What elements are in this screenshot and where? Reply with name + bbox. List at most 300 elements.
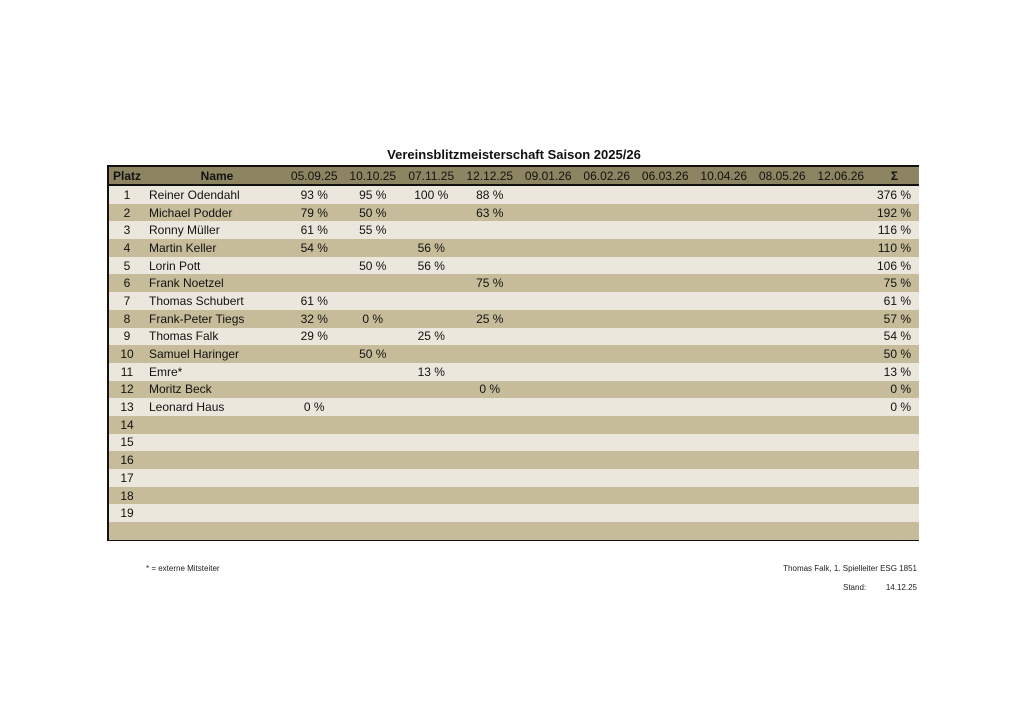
header-date: 07.11.25 bbox=[402, 167, 461, 185]
header-date: 09.01.26 bbox=[519, 167, 578, 185]
score-cell bbox=[695, 274, 754, 292]
score-cell bbox=[695, 185, 754, 204]
score-cell bbox=[402, 434, 461, 452]
score-cell bbox=[753, 257, 812, 275]
score-cell bbox=[636, 185, 695, 204]
rank-cell: 3 bbox=[109, 221, 145, 239]
player-name-cell: Martin Keller bbox=[145, 239, 285, 257]
score-cell bbox=[461, 487, 520, 505]
score-cell bbox=[812, 487, 871, 505]
score-cell bbox=[636, 239, 695, 257]
score-cell bbox=[636, 487, 695, 505]
score-cell: 13 % bbox=[402, 363, 461, 381]
score-cell bbox=[402, 522, 461, 540]
score-cell bbox=[812, 204, 871, 222]
score-cell bbox=[285, 416, 344, 434]
score-cell bbox=[753, 522, 812, 540]
score-cell bbox=[695, 345, 754, 363]
score-cell bbox=[519, 381, 578, 399]
rank-cell: 13 bbox=[109, 398, 145, 416]
score-cell bbox=[695, 239, 754, 257]
table-row bbox=[109, 274, 919, 292]
player-name-cell: Frank Noetzel bbox=[145, 274, 285, 292]
score-cell bbox=[285, 345, 344, 363]
score-cell bbox=[461, 292, 520, 310]
score-cell bbox=[695, 522, 754, 540]
total-cell bbox=[870, 469, 919, 487]
score-cell bbox=[578, 239, 637, 257]
score-cell bbox=[812, 434, 871, 452]
table-row bbox=[109, 310, 919, 328]
score-cell bbox=[578, 469, 637, 487]
player-name-cell: Moritz Beck bbox=[145, 381, 285, 399]
score-cell: 0 % bbox=[285, 398, 344, 416]
total-cell bbox=[870, 416, 919, 434]
score-cell bbox=[578, 416, 637, 434]
score-cell bbox=[812, 239, 871, 257]
score-cell bbox=[285, 469, 344, 487]
score-cell: 0 % bbox=[344, 310, 403, 328]
score-cell: 50 % bbox=[344, 204, 403, 222]
header-name: Name bbox=[145, 167, 285, 185]
score-cell bbox=[402, 451, 461, 469]
total-cell: 13 % bbox=[870, 363, 919, 381]
score-cell bbox=[636, 469, 695, 487]
total-cell: 192 % bbox=[870, 204, 919, 222]
table-row bbox=[109, 363, 919, 381]
score-cell bbox=[461, 239, 520, 257]
score-cell bbox=[344, 292, 403, 310]
total-cell: 75 % bbox=[870, 274, 919, 292]
header-date: 08.05.26 bbox=[753, 167, 812, 185]
score-cell bbox=[636, 522, 695, 540]
score-cell bbox=[402, 504, 461, 522]
score-cell bbox=[812, 469, 871, 487]
table-row bbox=[109, 328, 919, 346]
score-cell bbox=[519, 504, 578, 522]
score-cell bbox=[344, 469, 403, 487]
score-cell bbox=[578, 204, 637, 222]
score-cell bbox=[285, 504, 344, 522]
player-name-cell bbox=[145, 487, 285, 505]
score-cell bbox=[753, 274, 812, 292]
table-row bbox=[109, 398, 919, 416]
score-cell bbox=[753, 221, 812, 239]
score-cell: 95 % bbox=[344, 185, 403, 204]
player-name-cell: Samuel Haringer bbox=[145, 345, 285, 363]
score-cell bbox=[344, 451, 403, 469]
rank-cell: 4 bbox=[109, 239, 145, 257]
score-cell: 88 % bbox=[461, 185, 520, 204]
header-date: 05.09.25 bbox=[285, 167, 344, 185]
table-row bbox=[109, 381, 919, 399]
score-cell bbox=[285, 381, 344, 399]
table-row bbox=[109, 522, 919, 540]
table-row bbox=[109, 185, 919, 204]
score-cell bbox=[812, 185, 871, 204]
table-row bbox=[109, 416, 919, 434]
score-cell bbox=[344, 363, 403, 381]
total-cell bbox=[870, 434, 919, 452]
score-cell bbox=[519, 434, 578, 452]
total-cell: 110 % bbox=[870, 239, 919, 257]
score-cell: 25 % bbox=[461, 310, 520, 328]
score-cell bbox=[285, 274, 344, 292]
rank-cell: 19 bbox=[109, 504, 145, 522]
player-name-cell: Thomas Falk bbox=[145, 328, 285, 346]
score-cell bbox=[695, 328, 754, 346]
score-cell bbox=[753, 487, 812, 505]
table-row bbox=[109, 204, 919, 222]
score-cell bbox=[344, 328, 403, 346]
score-cell bbox=[461, 416, 520, 434]
stand-label: Stand: bbox=[843, 583, 867, 592]
score-cell bbox=[753, 434, 812, 452]
score-cell bbox=[519, 239, 578, 257]
score-cell bbox=[461, 522, 520, 540]
score-cell bbox=[578, 487, 637, 505]
score-cell bbox=[344, 487, 403, 505]
score-cell: 50 % bbox=[344, 257, 403, 275]
score-cell bbox=[519, 221, 578, 239]
player-name-cell bbox=[145, 434, 285, 452]
rank-cell bbox=[109, 522, 145, 540]
score-cell bbox=[578, 434, 637, 452]
score-cell bbox=[636, 381, 695, 399]
header-date: 06.02.26 bbox=[578, 167, 637, 185]
score-cell bbox=[812, 328, 871, 346]
total-cell: 376 % bbox=[870, 185, 919, 204]
score-cell bbox=[519, 451, 578, 469]
score-cell bbox=[344, 434, 403, 452]
score-cell bbox=[344, 239, 403, 257]
score-cell bbox=[753, 310, 812, 328]
score-cell: 29 % bbox=[285, 328, 344, 346]
player-name-cell bbox=[145, 416, 285, 434]
score-cell bbox=[519, 328, 578, 346]
score-cell bbox=[578, 381, 637, 399]
player-name-cell bbox=[145, 522, 285, 540]
score-cell bbox=[402, 221, 461, 239]
score-cell bbox=[402, 416, 461, 434]
score-cell bbox=[695, 257, 754, 275]
score-cell bbox=[578, 274, 637, 292]
score-cell bbox=[636, 274, 695, 292]
score-cell: 54 % bbox=[285, 239, 344, 257]
score-cell bbox=[578, 185, 637, 204]
rank-cell: 7 bbox=[109, 292, 145, 310]
player-name-cell bbox=[145, 469, 285, 487]
score-cell bbox=[695, 469, 754, 487]
score-cell bbox=[461, 328, 520, 346]
score-cell bbox=[285, 257, 344, 275]
score-cell bbox=[695, 292, 754, 310]
score-cell bbox=[461, 221, 520, 239]
score-cell bbox=[578, 328, 637, 346]
rank-cell: 18 bbox=[109, 487, 145, 505]
score-cell bbox=[695, 451, 754, 469]
table-row bbox=[109, 239, 919, 257]
score-cell: 61 % bbox=[285, 221, 344, 239]
player-name-cell: Lorin Pott bbox=[145, 257, 285, 275]
score-cell bbox=[636, 363, 695, 381]
score-cell bbox=[402, 381, 461, 399]
score-cell bbox=[753, 381, 812, 399]
page-title: Vereinsblitzmeisterschaft Saison 2025/26 bbox=[387, 147, 641, 162]
total-cell bbox=[870, 522, 919, 540]
table-row bbox=[109, 487, 919, 505]
score-cell bbox=[578, 345, 637, 363]
total-cell: 0 % bbox=[870, 398, 919, 416]
player-name-cell: Emre* bbox=[145, 363, 285, 381]
score-cell bbox=[753, 328, 812, 346]
total-cell: 50 % bbox=[870, 345, 919, 363]
score-cell bbox=[519, 487, 578, 505]
score-cell: 56 % bbox=[402, 239, 461, 257]
table-row bbox=[109, 451, 919, 469]
score-cell bbox=[636, 434, 695, 452]
score-cell bbox=[519, 416, 578, 434]
score-cell bbox=[695, 204, 754, 222]
score-cell bbox=[636, 451, 695, 469]
rank-cell: 2 bbox=[109, 204, 145, 222]
score-cell: 75 % bbox=[461, 274, 520, 292]
rank-cell: 9 bbox=[109, 328, 145, 346]
score-cell bbox=[285, 363, 344, 381]
score-cell: 55 % bbox=[344, 221, 403, 239]
score-cell bbox=[812, 345, 871, 363]
player-name-cell: Reiner Odendahl bbox=[145, 185, 285, 204]
rank-cell: 15 bbox=[109, 434, 145, 452]
score-cell bbox=[812, 310, 871, 328]
score-cell bbox=[344, 381, 403, 399]
score-cell bbox=[519, 398, 578, 416]
score-cell: 25 % bbox=[402, 328, 461, 346]
score-cell bbox=[461, 469, 520, 487]
score-cell bbox=[461, 363, 520, 381]
score-cell bbox=[695, 434, 754, 452]
score-cell bbox=[519, 204, 578, 222]
score-cell bbox=[461, 434, 520, 452]
score-cell bbox=[402, 345, 461, 363]
total-cell: 106 % bbox=[870, 257, 919, 275]
score-cell bbox=[461, 398, 520, 416]
score-cell bbox=[344, 416, 403, 434]
score-cell bbox=[636, 328, 695, 346]
score-cell bbox=[753, 239, 812, 257]
score-cell: 61 % bbox=[285, 292, 344, 310]
player-name-cell bbox=[145, 451, 285, 469]
score-cell bbox=[812, 416, 871, 434]
score-cell bbox=[753, 345, 812, 363]
score-cell: 79 % bbox=[285, 204, 344, 222]
score-cell bbox=[695, 398, 754, 416]
total-cell: 0 % bbox=[870, 381, 919, 399]
player-name-cell bbox=[145, 504, 285, 522]
total-cell: 54 % bbox=[870, 328, 919, 346]
score-cell bbox=[753, 416, 812, 434]
author-credit: Thomas Falk, 1. Spielleiter ESG 1851 bbox=[783, 564, 917, 573]
score-cell: 50 % bbox=[344, 345, 403, 363]
rank-cell: 14 bbox=[109, 416, 145, 434]
score-cell bbox=[753, 451, 812, 469]
score-cell bbox=[812, 274, 871, 292]
table-row bbox=[109, 221, 919, 239]
score-cell bbox=[519, 310, 578, 328]
score-cell bbox=[519, 274, 578, 292]
score-cell bbox=[519, 469, 578, 487]
score-cell bbox=[812, 363, 871, 381]
score-cell bbox=[753, 185, 812, 204]
rank-cell: 12 bbox=[109, 381, 145, 399]
player-name-cell: Leonard Haus bbox=[145, 398, 285, 416]
score-cell bbox=[578, 221, 637, 239]
score-cell bbox=[344, 522, 403, 540]
score-cell bbox=[578, 292, 637, 310]
score-cell bbox=[519, 292, 578, 310]
score-cell bbox=[812, 522, 871, 540]
stand-date: 14.12.25 bbox=[885, 583, 917, 592]
score-cell bbox=[519, 345, 578, 363]
table-header-row bbox=[109, 167, 919, 185]
footnote: * = externe Mitsteiter bbox=[146, 564, 220, 573]
score-cell bbox=[578, 398, 637, 416]
score-cell bbox=[695, 221, 754, 239]
score-cell bbox=[812, 292, 871, 310]
score-cell: 0 % bbox=[461, 381, 520, 399]
score-cell bbox=[344, 274, 403, 292]
score-cell bbox=[402, 398, 461, 416]
rank-cell: 17 bbox=[109, 469, 145, 487]
score-cell bbox=[812, 504, 871, 522]
table-row bbox=[109, 469, 919, 487]
score-cell bbox=[578, 504, 637, 522]
score-cell bbox=[461, 451, 520, 469]
score-cell bbox=[519, 185, 578, 204]
score-cell bbox=[636, 257, 695, 275]
table-row bbox=[109, 345, 919, 363]
score-cell bbox=[402, 274, 461, 292]
score-cell bbox=[636, 398, 695, 416]
score-cell bbox=[402, 292, 461, 310]
score-cell bbox=[578, 310, 637, 328]
rank-cell: 5 bbox=[109, 257, 145, 275]
score-cell bbox=[344, 398, 403, 416]
header-date: 06.03.26 bbox=[636, 167, 695, 185]
total-cell: 57 % bbox=[870, 310, 919, 328]
score-cell bbox=[636, 292, 695, 310]
score-cell bbox=[695, 416, 754, 434]
total-cell bbox=[870, 504, 919, 522]
score-cell bbox=[578, 451, 637, 469]
score-cell bbox=[461, 504, 520, 522]
score-cell: 56 % bbox=[402, 257, 461, 275]
header-date: 10.04.26 bbox=[695, 167, 754, 185]
player-name-cell: Michael Podder bbox=[145, 204, 285, 222]
score-cell bbox=[636, 310, 695, 328]
rank-cell: 1 bbox=[109, 185, 145, 204]
header-date: 12.06.26 bbox=[812, 167, 871, 185]
score-cell bbox=[695, 504, 754, 522]
standings-table bbox=[107, 165, 919, 541]
score-cell bbox=[519, 363, 578, 381]
score-cell bbox=[285, 522, 344, 540]
player-name-cell: Ronny Müller bbox=[145, 221, 285, 239]
score-cell bbox=[812, 221, 871, 239]
score-cell bbox=[402, 469, 461, 487]
rank-cell: 8 bbox=[109, 310, 145, 328]
rank-cell: 10 bbox=[109, 345, 145, 363]
score-cell: 63 % bbox=[461, 204, 520, 222]
rank-cell: 16 bbox=[109, 451, 145, 469]
score-cell bbox=[753, 398, 812, 416]
score-cell bbox=[461, 257, 520, 275]
score-cell bbox=[519, 257, 578, 275]
score-cell bbox=[636, 221, 695, 239]
score-cell bbox=[695, 487, 754, 505]
score-cell bbox=[695, 363, 754, 381]
score-cell bbox=[402, 204, 461, 222]
score-cell: 100 % bbox=[402, 185, 461, 204]
total-cell: 61 % bbox=[870, 292, 919, 310]
score-cell: 93 % bbox=[285, 185, 344, 204]
score-cell bbox=[753, 504, 812, 522]
score-cell bbox=[753, 363, 812, 381]
header-platz: Platz bbox=[109, 167, 145, 185]
score-cell bbox=[344, 504, 403, 522]
score-cell bbox=[636, 345, 695, 363]
score-cell bbox=[636, 204, 695, 222]
rank-cell: 6 bbox=[109, 274, 145, 292]
table-row bbox=[109, 504, 919, 522]
rank-cell: 11 bbox=[109, 363, 145, 381]
score-cell bbox=[578, 257, 637, 275]
score-cell bbox=[285, 451, 344, 469]
table-row bbox=[109, 257, 919, 275]
score-cell bbox=[285, 434, 344, 452]
header-sum: Σ bbox=[870, 167, 919, 185]
total-cell: 116 % bbox=[870, 221, 919, 239]
score-cell: 32 % bbox=[285, 310, 344, 328]
score-cell bbox=[753, 469, 812, 487]
score-cell bbox=[753, 204, 812, 222]
total-cell bbox=[870, 487, 919, 505]
score-cell bbox=[402, 310, 461, 328]
score-cell bbox=[812, 451, 871, 469]
player-name-cell: Frank-Peter Tiegs bbox=[145, 310, 285, 328]
score-cell bbox=[578, 363, 637, 381]
header-date: 10.10.25 bbox=[344, 167, 403, 185]
score-cell bbox=[695, 310, 754, 328]
score-cell bbox=[753, 292, 812, 310]
header-date: 12.12.25 bbox=[461, 167, 520, 185]
table-row bbox=[109, 434, 919, 452]
score-cell bbox=[812, 381, 871, 399]
score-cell bbox=[285, 487, 344, 505]
total-cell bbox=[870, 451, 919, 469]
score-cell bbox=[695, 381, 754, 399]
score-cell bbox=[519, 522, 578, 540]
score-cell bbox=[461, 345, 520, 363]
score-cell bbox=[812, 398, 871, 416]
score-cell bbox=[812, 257, 871, 275]
score-cell bbox=[578, 522, 637, 540]
score-cell bbox=[636, 416, 695, 434]
score-cell bbox=[402, 487, 461, 505]
table-row bbox=[109, 292, 919, 310]
score-cell bbox=[636, 504, 695, 522]
player-name-cell: Thomas Schubert bbox=[145, 292, 285, 310]
